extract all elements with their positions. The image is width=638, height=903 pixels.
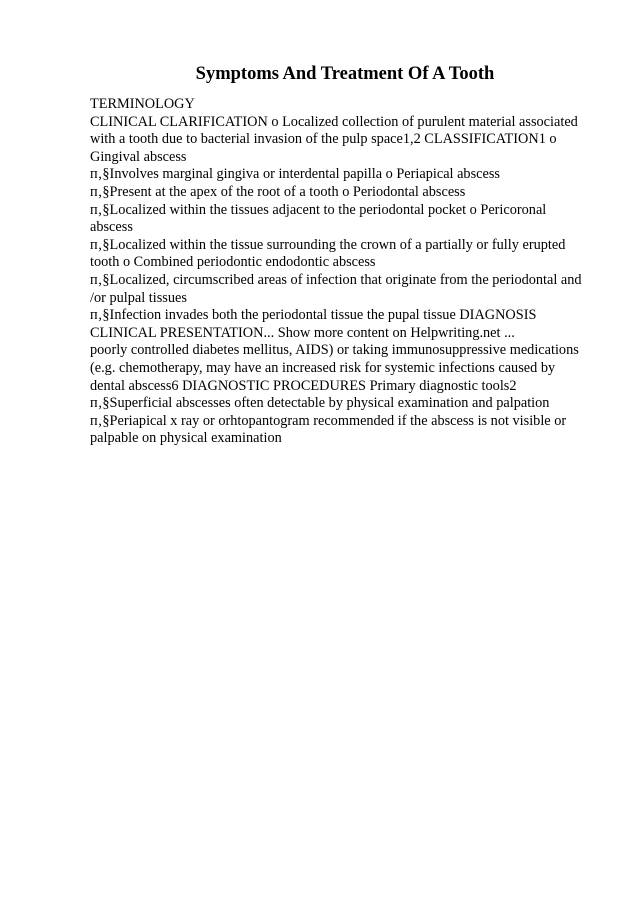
body-line: TERMINOLOGY: [90, 96, 195, 112]
body-line: CLINICAL CLARIFICATION o Localized collection of purulent material associated: [90, 113, 578, 130]
document-body: [90, 96, 600, 448]
body-line: dental abscess6 DIAGNOSTIC PROCEDURES Primary diagnostic tools2: [90, 377, 517, 394]
body-line: (e.g. chemotherapy, may have an increased risk for systemic infections caused by: [90, 359, 556, 376]
body-line: п‚§Localized, circumscribed areas of infection that originate from the periodontal and: [90, 271, 582, 288]
body-line: п‚§Periapical x ray or orhtopantogram recommended if the abscess is not visible or: [90, 412, 567, 429]
body-line: п‚§Infection invades both the periodontal tissue the pupal tissue DIAGNOSIS: [90, 307, 537, 324]
body-line: abscess: [90, 219, 133, 236]
body-line: п‚§Involves marginal gingiva or interdental papilla o Periapical abscess: [90, 166, 500, 183]
body-line: palpable on physical examination: [90, 430, 282, 447]
body-line: п‚§Superficial abscesses often detectable by physical examination and palpation: [90, 395, 550, 412]
show-more-line: CLINICAL PRESENTATION... Show more content on Helpwriting.net ...: [90, 324, 515, 341]
body-line: Gingival abscess: [90, 148, 187, 165]
body-line: poorly controlled diabetes mellitus, AIDS) or taking immunosuppressive medications: [90, 342, 579, 359]
body-line: п‚§Localized within the tissues adjacent to the periodontal pocket o Pericoronal: [90, 201, 547, 218]
body-line: п‚§Localized within the tissue surrounding the crown of a partially or fully erupted: [90, 236, 566, 253]
body-line: /or pulpal tissues: [90, 289, 187, 306]
body-line: tooth o Combined periodontic endodontic abscess: [90, 254, 376, 271]
document-title: Symptoms And Treatment Of A Tooth: [195, 64, 495, 84]
body-line: with a tooth due to bacterial invasion of the pulp space1,2 CLASSIFICATION1 o: [90, 131, 557, 148]
body-line: п‚§Present at the apex of the root of a tooth o Periodontal abscess: [90, 183, 466, 200]
